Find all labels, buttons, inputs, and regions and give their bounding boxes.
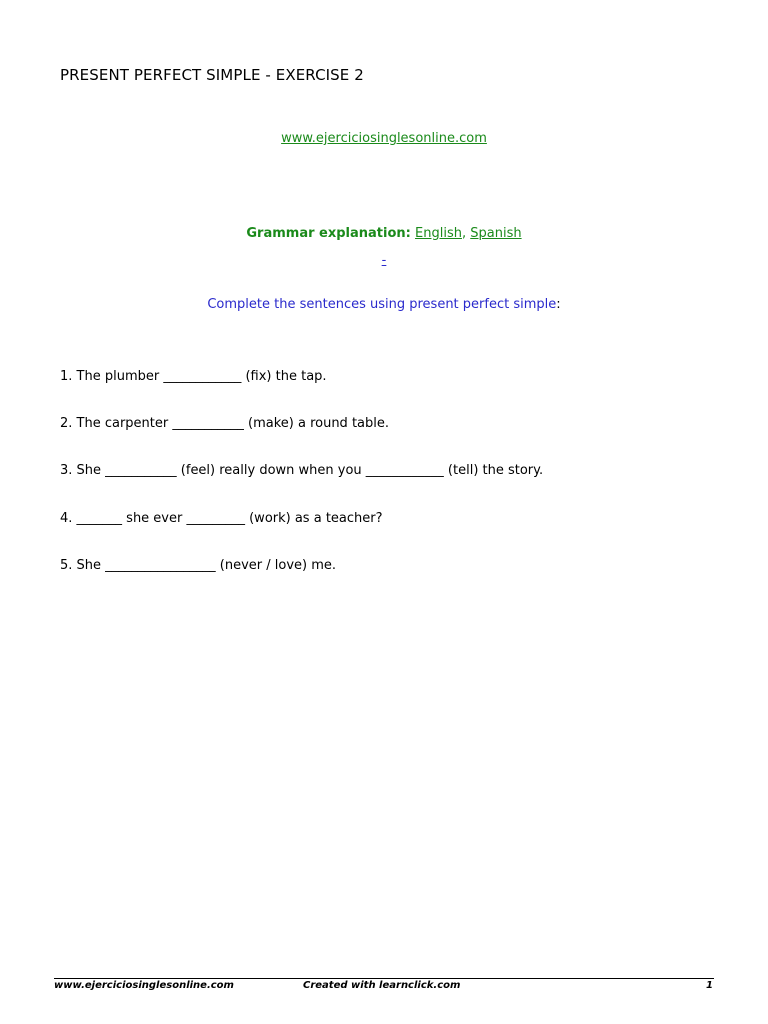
exercise-item-4[interactable]: 4. _______ she ever _________ (work) as a teacher? bbox=[60, 511, 383, 526]
exercise-item-2[interactable]: 2. The carpenter ___________ (make) a round table. bbox=[60, 416, 389, 431]
footer-credit: Created with learnclick.com bbox=[303, 980, 461, 991]
exercise-item-1[interactable]: 1. The plumber ____________ (fix) the tap. bbox=[60, 369, 327, 384]
page-number: 1 bbox=[706, 980, 713, 991]
link-separator: , bbox=[461, 226, 467, 241]
exercise-item-3[interactable]: 3. She ___________ (feel) really down when you ____________ (tell) the story. bbox=[60, 463, 544, 478]
instruction-colon: : bbox=[556, 297, 561, 312]
spanish-link[interactable]: Spanish bbox=[470, 226, 522, 241]
grammar-explanation bbox=[0, 226, 768, 241]
instruction-text: Complete the sentences using present perfect simple bbox=[207, 297, 557, 312]
site-link-row bbox=[0, 131, 768, 146]
grammar-label: Grammar explanation: bbox=[246, 226, 411, 241]
page-title: PRESENT PERFECT SIMPLE - EXERCISE 2 bbox=[60, 66, 364, 84]
dash-link-row bbox=[0, 253, 768, 268]
instruction bbox=[0, 297, 768, 312]
footer-site: www.ejerciciosinglesonline.com bbox=[54, 980, 234, 991]
footer-divider bbox=[54, 978, 714, 979]
exercise-item-5[interactable]: 5. She _________________ (never / love) me. bbox=[60, 558, 337, 573]
site-link[interactable]: www.ejerciciosinglesonline.com bbox=[281, 131, 487, 146]
english-link[interactable]: English bbox=[415, 226, 462, 241]
dash-link[interactable]: - bbox=[381, 253, 387, 268]
